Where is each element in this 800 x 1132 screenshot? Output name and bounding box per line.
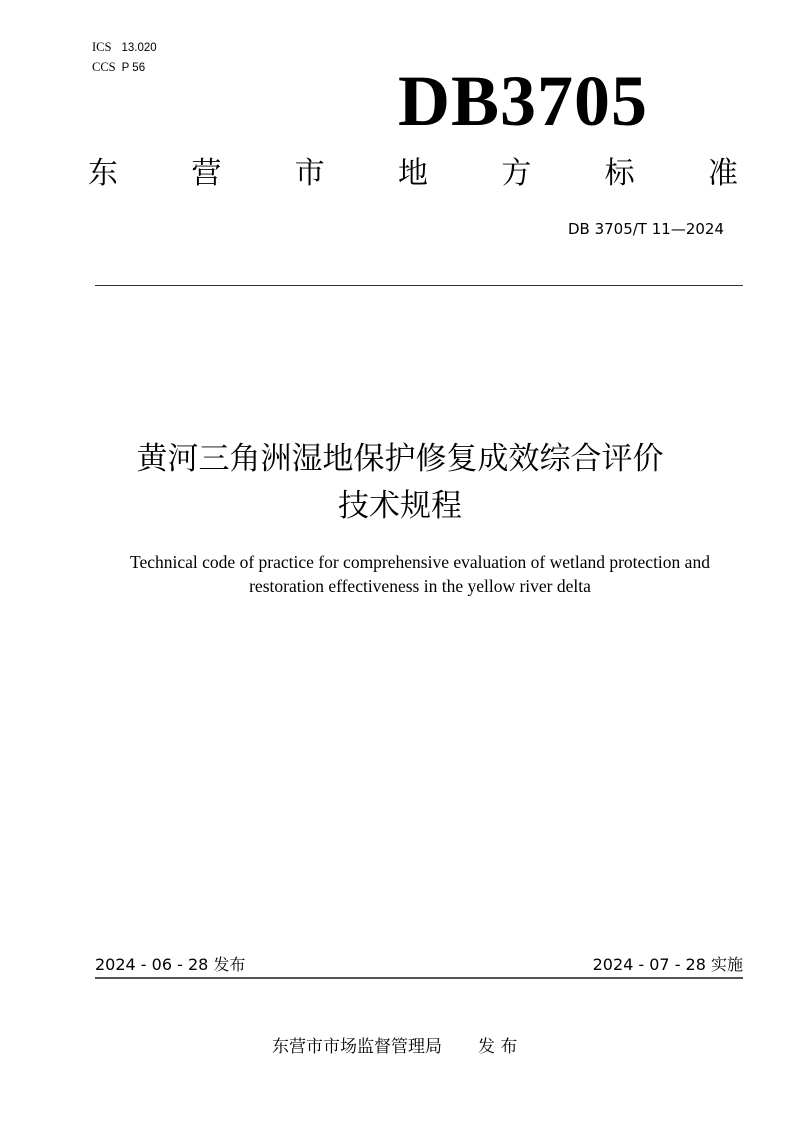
chinese-title-line2: 技术规程 [338,488,462,524]
ics-code [92,40,157,55]
english-title-line2: restoration effectiveness in the yellow river delta [249,576,591,596]
ccs-label: CCS [92,60,116,74]
standard-type-title [88,154,738,194]
ccs-value: P 56 [121,62,146,74]
standard-type-char: 东 [88,156,118,191]
english-title [0,550,800,598]
ics-value: 13.020 [121,42,157,54]
standard-code-heading: DB3705 [398,61,649,141]
footer-divider [95,977,743,979]
standard-type-char: 市 [294,156,325,191]
standard-type-char: 方 [501,156,532,191]
header-divider [95,285,743,286]
issuer-name: 东营市市场监督管理局 [272,1037,442,1057]
chinese-title [0,436,800,530]
document-number: DB 3705/T 11—2024 [567,220,724,238]
ics-label: ICS [92,40,112,54]
implementation-date: 2024 - 07 - 28 实施 [592,955,743,974]
ccs-code [92,60,145,75]
issuer-line [272,1035,517,1059]
standard-type-char: 标 [604,156,635,191]
chinese-title-line1: 黄河三角洲湿地保护修复成效综合评价 [136,441,664,477]
issue-date: 2024 - 06 - 28 发布 [95,955,246,974]
issuer-action: 发 布 [478,1037,518,1057]
standard-type-char: 地 [397,156,428,191]
english-title-line1: Technical code of practice for comprehensive evaluation of wetland protection and [130,552,710,572]
standard-type-char: 准 [707,156,738,191]
standard-type-char: 营 [191,156,222,191]
